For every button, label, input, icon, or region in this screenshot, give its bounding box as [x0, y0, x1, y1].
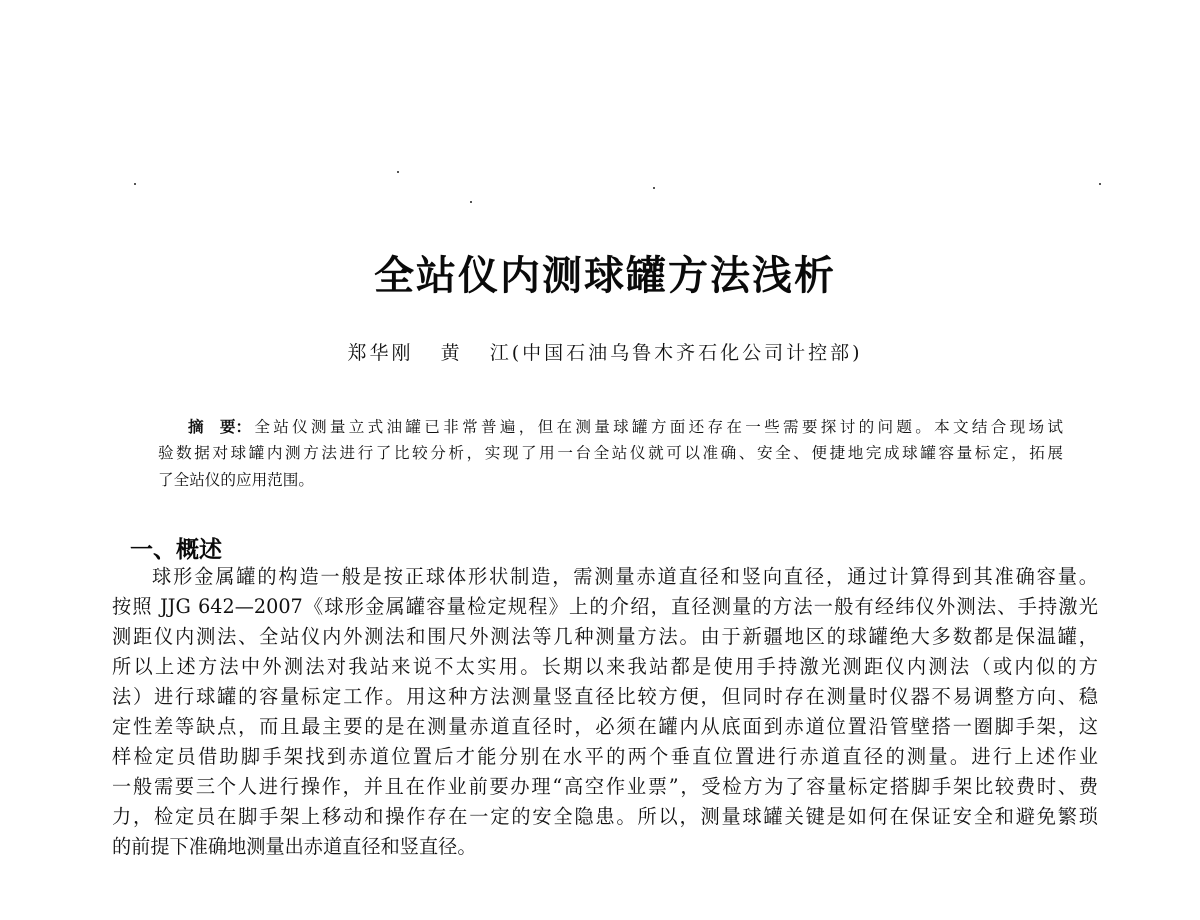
body-line: 的前提下准确地测量出赤道直径和竖直径。 — [112, 835, 477, 858]
scan-speck — [397, 171, 399, 173]
abstract-line — [158, 413, 1063, 440]
abstract-line: 了全站仪的应用范围。 — [158, 471, 314, 489]
scan-speck — [1099, 183, 1101, 185]
body-line: 样检定员借助脚手架找到赤道位置后才能分别在水平的两个垂直位置进行赤道直径的测量。进行上述作业 — [112, 745, 1098, 768]
abstract — [158, 413, 1063, 494]
body-line: 按照 JJG 642—2007《球形金属罐容量检定规程》上的介绍，直径测量的方法一般有经纬仪外测法、手持激光 — [112, 595, 1098, 618]
body-line: 所以上述方法中外测法对我站来说不太实用。长期以来我站都是使用手持激光测距仪内测法（或内似的方 — [112, 655, 1098, 678]
abstract-line-text: 全站仪测量立式油罐已非常普遍，但在测量球罐方面还存在一些需要探讨的问题。本文结合现场试 — [251, 418, 1063, 436]
body-line: 球形金属罐的构造一般是按正球体形状制造，需测量赤道直径和竖向直径，通过计算得到其准确容量。 — [152, 565, 1098, 588]
author-affiliation-line: 郑华刚 黄 江(中国石油乌鲁木齐石化公司计控部) — [347, 342, 863, 364]
abstract-label: 摘 要： — [188, 417, 252, 436]
body-line: 力，检定员在脚手架上移动和操作存在一定的安全隐患。所以，测量球罐关键是如何在保证安全和避免繁琐 — [112, 805, 1098, 828]
abstract-line: 验数据对球罐内测方法进行了比较分析，实现了用一台全站仪就可以准确、安全、便捷地完成球罐容量标定，拓展 — [158, 444, 1063, 462]
body-line: 一般需要三个人进行操作，并且在作业前要办理“高空作业票”，受检方为了容量标定搭脚手架比较费时、费 — [112, 775, 1098, 798]
scan-speck — [134, 183, 136, 185]
scan-speck — [653, 187, 655, 189]
body-line: 法）进行球罐的容量标定工作。用这种方法测量竖直径比较方便，但同时存在测量时仪器不易调整方向、稳 — [112, 685, 1098, 708]
body-line: 定性差等缺点，而且最主要的是在测量赤道直径时，必须在罐内从底面到赤道位置沿管壁搭一圈脚手架，这 — [112, 715, 1098, 738]
scan-speck — [470, 201, 472, 203]
section-heading-overview: 一、概述 — [130, 537, 222, 563]
body-line: 测距仪内测法、全站仪内外测法和围尺外测法等几种测量方法。由于新疆地区的球罐绝大多数都是保温罐， — [112, 625, 1098, 648]
paper-title: 全站仪内测球罐方法浅析 — [374, 252, 836, 299]
section-body-overview — [112, 562, 1098, 862]
